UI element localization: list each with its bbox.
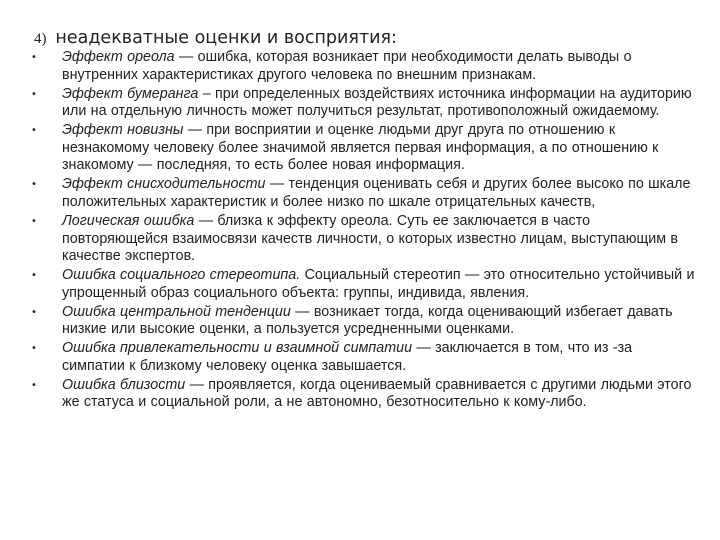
bullet-icon: • <box>31 125 37 137</box>
list-item <box>0 340 720 375</box>
item-term: Эффект новизны <box>62 122 184 139</box>
item-text: — тенденция оценивать себя и других более высоко по шкале положительных характеристик и более низко по шкале отрицательных качеств, <box>62 176 691 210</box>
item-text: Социальный стереотип — это относительно устойчивый и упрощенный образ социального объекта: группы, индивида, явления. <box>62 267 695 301</box>
item-text: — при восприятии и оценке людьми друг друга по отношению к незнакомому человеку более значимой является первая информация, а по отношению к знакомому — последняя, то есть более новая информация. <box>62 122 659 174</box>
item-text: — проявляется, когда оцениваемый сравнивается с другими людьми этого же статуса и социальной роли, а не автономно, безотносительно к кому-либо. <box>62 376 692 411</box>
item-term: Эффект снисходительности <box>62 176 266 193</box>
list-item <box>0 377 720 412</box>
bullet-icon: • <box>31 52 37 63</box>
slide-heading <box>34 14 397 51</box>
heading-title: неадекватные оценки и восприятия: <box>55 28 397 48</box>
list-item <box>0 122 720 175</box>
item-term: Эффект бумеранга <box>62 85 199 102</box>
bullet-icon: • <box>31 379 37 391</box>
item-term: Логическая ошибка <box>62 212 195 229</box>
item-term: Ошибка близости <box>62 376 186 393</box>
bullet-icon: • <box>31 306 37 318</box>
bullet-icon: • <box>31 179 37 191</box>
item-term: Ошибка социального стереотипа. <box>62 267 301 284</box>
list-item <box>0 267 720 302</box>
bullet-icon: • <box>31 88 37 100</box>
bullet-list <box>0 49 720 413</box>
bullet-icon: • <box>31 270 37 282</box>
bullet-icon: • <box>31 215 37 227</box>
item-term: Ошибка привлекательности и взаимной симпатии <box>62 340 413 357</box>
item-text: — ошибка, которая возникает при необходимости делать выводы о внутренних характеристиках другого человека по внешним признакам. <box>62 49 632 83</box>
item-term: Ошибка центральной тенденции <box>62 303 291 320</box>
heading-number: 4) <box>34 31 47 47</box>
item-text: – при определенных воздействиях источника информации на аудиторию или на отдельную личность может получиться результат, противоположный ожидаемому. <box>62 85 692 120</box>
item-text: — возникает тогда, когда оценивающий избегает давать низкие или высокие оценки, а пользуется усредненными оценками. <box>62 303 673 338</box>
item-term: Эффект ореола <box>62 49 175 65</box>
list-item <box>0 86 720 121</box>
item-text: — заключается в том, что из -за симпатии к близкому человеку оценка завышается. <box>62 340 633 374</box>
bullet-icon: • <box>31 343 37 355</box>
item-text: — близка к эффекту ореола. Суть ее заключается в часто повторяющейся взаимосвязи качеств личности, о которых известно лицам, выступающим в качестве экспертов. <box>62 212 679 265</box>
list-item <box>0 49 720 84</box>
list-item <box>0 176 720 211</box>
list-item <box>0 213 720 266</box>
list-item <box>0 304 720 339</box>
